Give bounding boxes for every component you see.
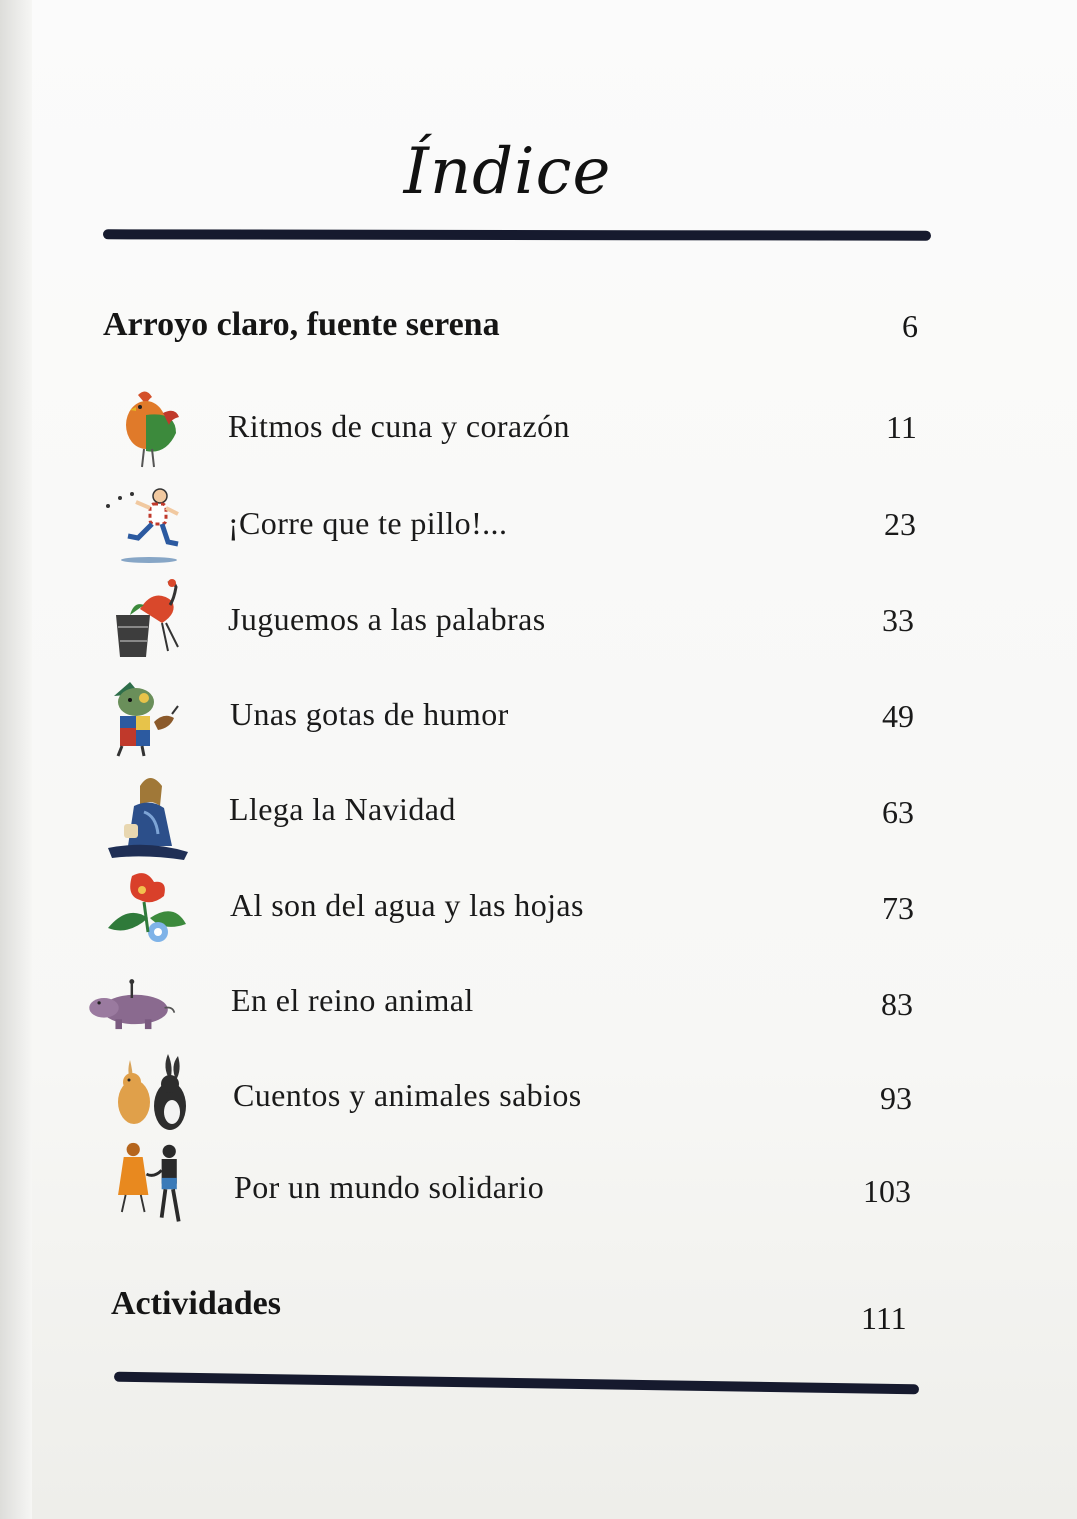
entry-title: Al son del agua y las hojas bbox=[230, 887, 584, 923]
rabbits-icon bbox=[108, 1050, 198, 1140]
children-holding-hands-icon bbox=[110, 1140, 200, 1230]
entry-title: Unas gotas de humor bbox=[230, 696, 509, 732]
section-page-arroyo: 6 bbox=[902, 308, 918, 344]
entry-page: 11 bbox=[886, 409, 917, 445]
entry-title: ¡Corre que te pillo!... bbox=[228, 505, 508, 541]
bottom-rule bbox=[114, 1372, 919, 1395]
entry-title: Llega la Navidad bbox=[229, 791, 456, 827]
running-boy-icon bbox=[104, 480, 194, 570]
entry-title: Por un mundo solidario bbox=[234, 1169, 545, 1205]
entry-page: 63 bbox=[882, 794, 914, 830]
entry-title: Ritmos de cuna y corazón bbox=[228, 408, 570, 444]
rooster-icon bbox=[108, 385, 198, 475]
entry-title: En el reino animal bbox=[231, 982, 474, 1018]
entry-page: 93 bbox=[880, 1080, 912, 1116]
section-title-arroyo: Arroyo claro, fuente serena bbox=[103, 306, 500, 343]
facing-page-edge bbox=[0, 0, 32, 1519]
entry-page: 73 bbox=[882, 890, 914, 926]
entry-page: 33 bbox=[882, 602, 914, 638]
top-rule bbox=[103, 229, 931, 240]
entry-page: 23 bbox=[884, 506, 916, 542]
entry-page: 103 bbox=[863, 1173, 911, 1209]
section-page-actividades: 111 bbox=[861, 1300, 907, 1336]
entry-page: 83 bbox=[881, 986, 913, 1022]
jester-cat-icon bbox=[106, 672, 196, 762]
bird-with-barrel-icon bbox=[106, 575, 196, 665]
entry-page: 49 bbox=[882, 698, 914, 734]
section-title-actividades: Actividades bbox=[111, 1285, 281, 1322]
flower-icon bbox=[104, 866, 194, 956]
seated-figure-icon bbox=[104, 772, 194, 862]
entry-title: Cuentos y animales sabios bbox=[233, 1077, 582, 1113]
hippo-icon bbox=[86, 962, 176, 1052]
entry-title: Juguemos a las palabras bbox=[228, 601, 546, 637]
page-title: Índice bbox=[403, 135, 612, 209]
